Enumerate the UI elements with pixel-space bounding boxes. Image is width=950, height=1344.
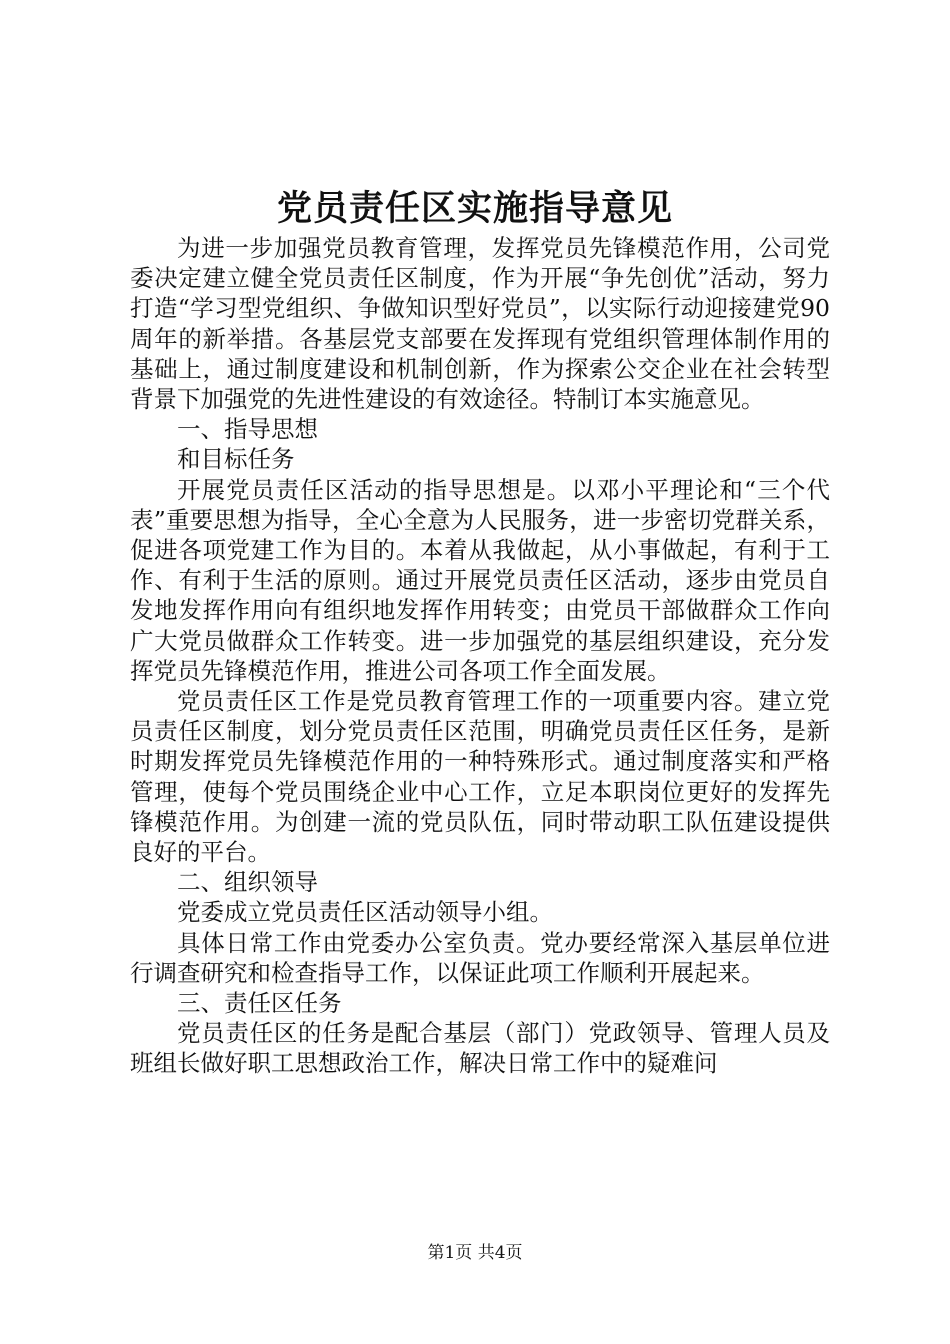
heading-tasks: 三、责任区任务 bbox=[177, 989, 342, 1018]
heading-guiding-thought: 一、指导思想 bbox=[177, 415, 318, 444]
page-number-footer: 第1页 共4页 bbox=[427, 1243, 523, 1263]
paragraph-intro: 为进一步加强党员教育管理，发挥党员先锋模范作用，公司党委决定建立健全党员责任区制度，作为开展“争先创优”活动，努力打造“学习型党组织、争做知识型好党员”，以实际行动迎接建党90周年的新举措。各基层党支部要在发挥现有党组织管理体制作用的基础上，通过制度建设和机制创新，作为探索公交企业在社会转型背景下加强党的先进性建设的有效途径。特制订本实施意见。 bbox=[130, 234, 830, 414]
paragraph-guiding-thought: 开展党员责任区活动的指导思想是。以邓小平理论和“三个代表”重要思想为指导，全心全意为人民服务，进一步密切党群关系，促进各项党建工作为目的。本着从我做起，从小事做起，有利于工作、有利于生活的原则。通过开展党员责任区活动，逐步由党员自发地发挥作用向有组织地发挥作用转变；由党员干部做群众工作向广大党员做群众工作转变。进一步加强党的基层组织建设，充分发挥党员先锋模范作用，推进公司各项工作全面发展。 bbox=[130, 475, 830, 685]
heading-organization: 二、组织领导 bbox=[177, 868, 318, 897]
document-title: 党员责任区实施指导意见 bbox=[276, 188, 673, 229]
paragraph-daily-work: 具体日常工作由党委办公室负责。党办要经常深入基层单位进行调查研究和检查指导工作，以保证此项工作顺利开展起来。 bbox=[130, 928, 830, 987]
paragraph-responsibility-work: 党员责任区工作是党员教育管理工作的一项重要内容。建立党员责任区制度，划分党员责任区范围，明确党员责任区任务，是新时期发挥党员先锋模范作用的一种特殊形式。通过制度落实和严格管理，使每个党员围绕企业中心工作，立足本职岗位更好的发挥先锋模范作用。为创建一流的党员队伍，同时带动职工队伍建设提供良好的平台。 bbox=[130, 687, 830, 867]
document-body bbox=[130, 233, 830, 1079]
paragraph-tasks: 党员责任区的任务是配合基层（部门）党政领导、管理人员及班组长做好职工思想政治工作，解决日常工作中的疑难问 bbox=[130, 1019, 830, 1078]
heading-guiding-thought-continued: 和目标任务 bbox=[177, 445, 295, 474]
paragraph-leadership-group: 党委成立党员责任区活动领导小组。 bbox=[177, 898, 553, 927]
